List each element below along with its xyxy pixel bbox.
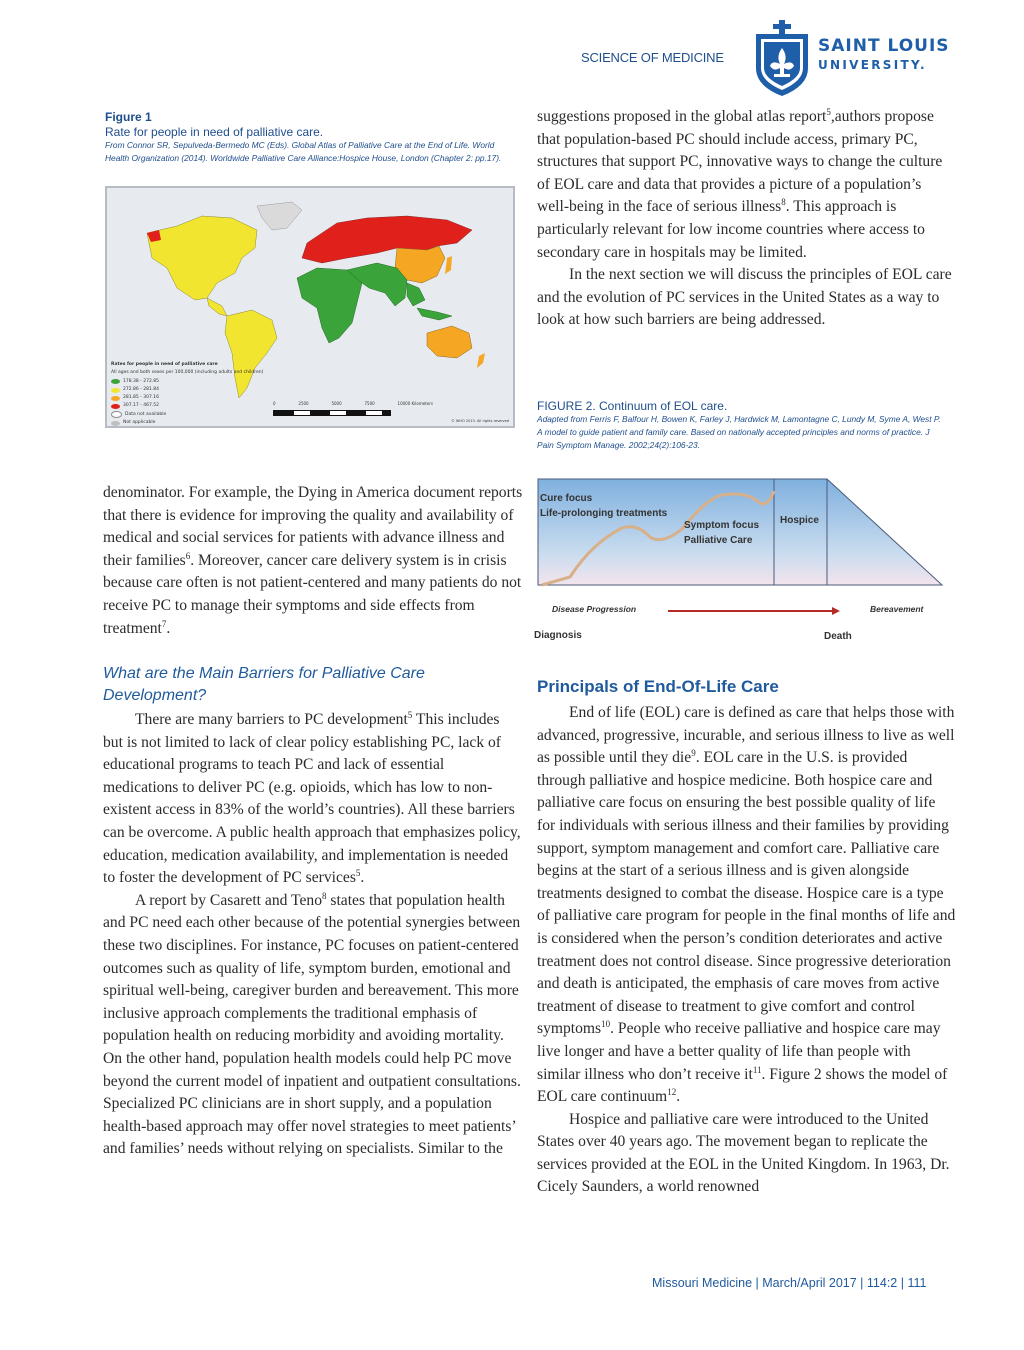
cure-focus-label: Cure focus Life-prolonging treatments [540,493,668,519]
page-footer: Missouri Medicine | March/April 2017 | 114:2 | 111 [652,1276,927,1290]
gray-swatch-icon [111,421,120,426]
map-legend [111,361,263,427]
bereavement-label: Bereavement [870,604,924,614]
disease-progression-label: Disease Progression [552,604,637,614]
map-copyright: © WHO 2013. All rights reserved [451,419,509,423]
figure1-title: Rate for people in need of palliative care. [105,125,324,139]
paragraph: suggestions proposed in the global atlas report$^5$,authors propose that population-based PC should include access, primary PC, structures that support PC, innovative ways to change the culture of EOL care and data that provides a picture of a population’s well-being in the face of serious illness$^8$. This approach is particularly relevant for low income countries where access to secondary care in hospitals may be limited. [537,106,943,261]
death-label: Death [824,631,852,642]
legend-item-label: 178.38 - 272.85 [123,378,159,384]
red-swatch-icon [111,404,120,409]
legend-subtitle: All ages and both sexes per 100,000 (including adults and children) [111,370,264,376]
university-logo [752,18,962,98]
legend-item [111,419,263,427]
barriers-heading: What are the Main Barriers for Palliative Care Development? [103,665,425,704]
figure1-caption [105,110,515,165]
scale-label: 2500 [298,401,309,406]
legend-item [111,386,263,394]
diagnosis-label: Diagnosis [534,630,582,641]
figure2-citation: Adapted from Ferris F, Balfour H, Bowen K, Farley J, Hardwick M, Lamontagne C, Lundy M, Syme A, West P. A model to guide patient and family care. Based on nationally accepted principles and norms of practice. J Pain Symptom Manage. 2002;24(2):106-23. [537,414,941,450]
scale-label: 7500 [364,401,375,406]
legend-item-label: 281.85 - 307.16 [123,395,159,401]
barriers-body [103,709,523,1161]
world-map-figure [105,186,515,428]
right-column-intro [537,106,957,332]
paragraph: Hospice and palliative care were introduced to the United States over 40 years ago. The movement began to replicate the services provided at the EOL in the United Kingdom. In 1963, Dr. Cicely Saunders, a world renowned [537,1110,950,1196]
scale-bar [273,410,391,416]
left-column-paragraph [103,482,523,640]
legend-item [111,394,263,402]
section-label: SCIENCE OF MEDICINE [581,50,724,65]
legend-item-label: 272.86 - 281.84 [123,386,159,392]
eol-continuum-diagram [532,473,947,648]
paragraph: There are many barriers to PC development$^5$ This includes but is not limited to lack of clear policy establishing PC, lack of educational programs to teach PC and lack of essential medications to deliver PC (e.g. opioids, which has low to non-existent access in 83% of the world’s countries). All these barriers can be overcome. A public health approach that emphasizes policy, education, medication availability, and implementation is needed to foster the development of PC services$^5$. [103,709,521,887]
paragraph: End of life (EOL) care is defined as care that helps those with advanced, progressive, incurable, and serious illness to live as well as possible until they die$^9$. EOL care in the U.S. is provided through palliative and hospice medicine. Both hospice care and palliative care focus on ensuring the best possible quality of life for individuals with serious illness and their families by providing support, symptom management and comfort care. Palliative care begins at the start of a serious illness and is given alongside treatments designed to combat the disease. Hospice care is a type of palliative care program for people in the final months of life and is considered when the person’s condition deteriorates and active treatment does not control disease. Since progressive deterioration and death is anticipated, the emphasis of care moves from active treatment of disease to treatment to give comfort and control symptoms$^{10}$. People who receive palliative and hospice care may live longer and have a better quality of life than people with similar illness who don’t receive $it^{11}$. Figure 2 shows the model of EOL care continuum$^{12}$. [537,704,956,1106]
yellow-swatch-icon [111,388,120,393]
figure2-title: FIGURE 2. Continuum of EOL care. [537,399,728,413]
green-swatch-icon [111,379,120,384]
paragraph: denominator. For example, the Dying in America document reports that there is evidence for improving the quality and availability of medical and social services for patients with advance illness and their families$^6$. Moreover, cancer care delivery system is in crisis because care often is not patient-centered and many patients do not receive PC to manage their symptoms and side effects from treatment$^7$. [103,484,523,637]
scale-label: 0 [273,401,276,406]
legend-item-label: 307.17 - 467.52 [123,403,159,409]
principals-body [537,702,957,1199]
figure1-label: Figure 1 [105,110,152,124]
scale-labels [273,401,433,406]
scale-label: 5000 [331,401,342,406]
fleur-de-lis-shield-icon [752,18,812,98]
principals-heading: Principals of End-Of-Life Care [537,677,779,696]
logo-line1: SAINT LOUIS [818,36,950,56]
symptom-focus-label: Symptom focus Palliative Care [684,520,760,546]
white-swatch-icon [111,411,122,418]
figure2-caption [537,399,947,452]
legend-title: Rates for people in need of palliative care [111,362,218,367]
scale-label: 10000 Kilometers [397,401,433,406]
legend-item-label: Not applicable [123,420,156,426]
legend-item [111,411,263,419]
legend-item [111,402,263,410]
orange-swatch-icon [111,396,120,401]
paragraph: In the next section we will discuss the principles of EOL care and the evolution of PC services in the United States as a way to look at how such barriers are being addressed. [537,266,952,329]
hospice-label: Hospice [780,515,819,526]
figure1-citation: From Connor SR, Sepulveda-Bermedo MC (Eds). Global Atlas of Palliative Care at the End of Life. World Health Organization (2014). Worldwide Palliative Care Alliance:Hospice House, London (Chapter 2: pp.17). [105,140,502,163]
paragraph: A report by Casarett and Teno$^8$ states that population health and PC need each other because of the potential synergies between these two disciplines. For instance, PC focuses on patient-centered outcomes such as quality of life, symptom burden, emotional and spiritual well-being, caregiver burden and bereavement. This more inclusive approach complements the traditional emphasis of population health on reducing morbidity and avoiding mortality. On the other hand, population health models could help PC move beyond the current model of inpatient and outpatient consultations. Specialized PC clinicians are in short supply, and a population health-based approach may offer novel strategies to meet patients’ and families’ needs without relying on specialists. Similar to the [103,890,521,1158]
legend-item-label: Data not available [125,411,167,417]
logo-line2: UNIVERSITY. [818,58,927,72]
legend-item [111,378,263,386]
